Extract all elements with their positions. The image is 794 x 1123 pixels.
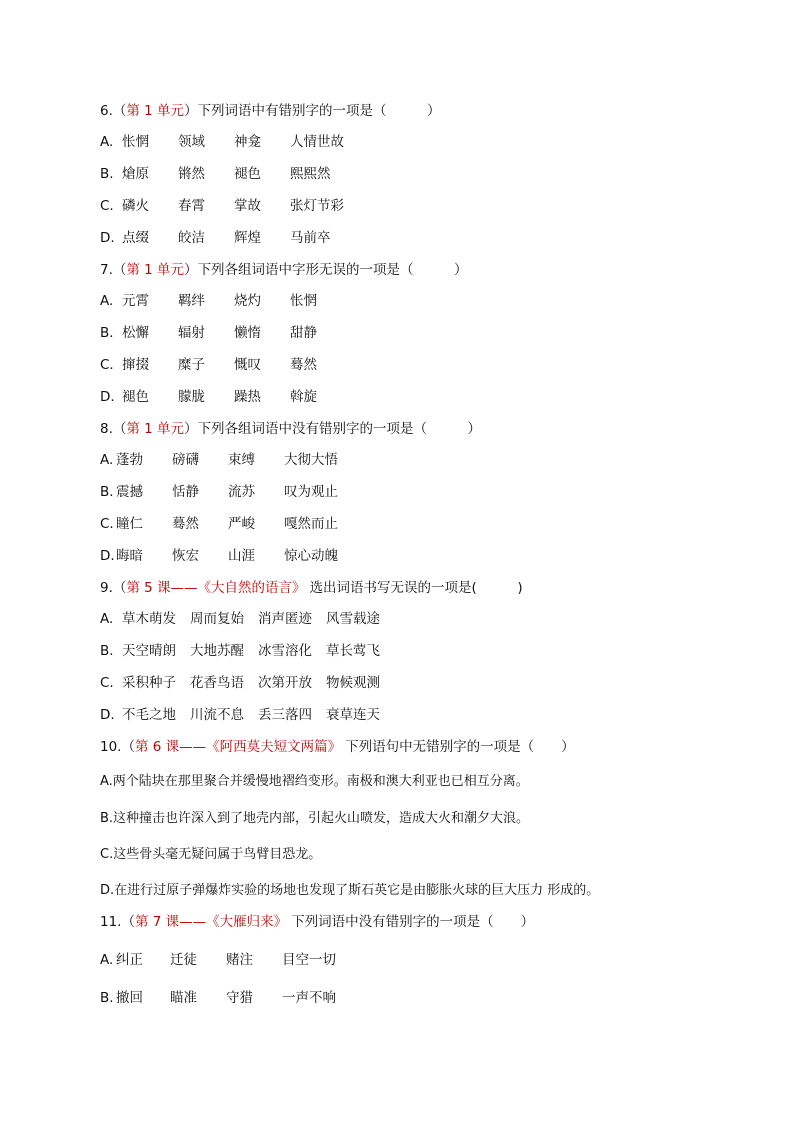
option-word: 熗原 bbox=[122, 166, 149, 182]
option-word: 衰草连天 bbox=[326, 707, 380, 723]
bracket-open: （ bbox=[121, 914, 135, 930]
question-text: 选出词语书写无误的一项是( ) bbox=[309, 580, 523, 596]
option-word: 严峻 bbox=[228, 516, 255, 532]
option-row bbox=[100, 674, 380, 692]
option-word: 锵然 bbox=[178, 166, 205, 182]
option-word: 怅惘 bbox=[122, 134, 149, 150]
option-label: B. bbox=[100, 990, 114, 1006]
option-label: C. bbox=[100, 357, 114, 373]
option-word: 恢宏 bbox=[172, 548, 199, 564]
question-6-stem bbox=[100, 102, 441, 120]
option-word: 纠正 bbox=[116, 952, 143, 968]
option-label: A. bbox=[100, 611, 114, 627]
question-source-tag: 第 7 课——《大雁归来》 bbox=[134, 914, 288, 930]
option-word: 撺掇 bbox=[122, 357, 149, 373]
option-word: 天空晴朗 bbox=[122, 643, 176, 659]
option-word: 采积种子 bbox=[122, 675, 176, 691]
option-word: 大地苏醒 bbox=[190, 643, 244, 659]
option-word: 斡旋 bbox=[290, 389, 317, 405]
sentence-option-d: D.在进行过原子弹爆炸实验的场地也发现了斯石英它是由膨胀火球的巨大压力 形成的。 bbox=[100, 883, 600, 898]
question-number: 8. bbox=[100, 421, 113, 437]
question-number: 6. bbox=[100, 103, 113, 119]
option-word: 慨叹 bbox=[234, 357, 261, 373]
option-word: 人情世故 bbox=[290, 134, 344, 150]
bracket-open: （ bbox=[112, 262, 127, 278]
option-row bbox=[100, 356, 317, 374]
option-row bbox=[100, 483, 338, 501]
option-word: 春霄 bbox=[178, 198, 205, 214]
option-word: 周而复始 bbox=[190, 611, 244, 627]
option-label: C. bbox=[100, 675, 114, 691]
option-word: 躁热 bbox=[234, 389, 261, 405]
bracket-open: （ bbox=[112, 580, 127, 596]
option-row bbox=[100, 133, 344, 151]
option-word: 皎洁 bbox=[178, 230, 205, 246]
sentence-option-c: C.这些骨头毫无疑问属于鸟臂目恐龙。 bbox=[100, 847, 322, 862]
question-source-tag: 第 5 课——《大自然的语言》 bbox=[126, 580, 306, 596]
option-word: 物候观测 bbox=[326, 675, 380, 691]
question-text: 下列词语中没有错别字的一项是（ ） bbox=[291, 914, 535, 930]
question-text: 下列语句中无错别字的一项是（ ） bbox=[345, 739, 575, 755]
option-word: 甜静 bbox=[290, 325, 317, 341]
bracket-close: ） bbox=[184, 103, 198, 119]
option-word: 熙熙然 bbox=[290, 166, 331, 182]
question-source-tag: 第 1 单元 bbox=[126, 262, 185, 278]
option-word: 山涯 bbox=[228, 548, 255, 564]
question-text: 下列各组词语中字形无误的一项是（ ） bbox=[197, 262, 468, 278]
option-word: 次第开放 bbox=[258, 675, 312, 691]
option-word: 羁绊 bbox=[178, 293, 205, 309]
option-word: 张灯节彩 bbox=[290, 198, 344, 214]
option-word: 褪色 bbox=[122, 389, 149, 405]
option-word: 恬静 bbox=[172, 484, 199, 500]
option-label: D. bbox=[100, 230, 115, 246]
option-word: 烧灼 bbox=[234, 293, 261, 309]
option-word: 震撼 bbox=[116, 484, 143, 500]
option-word: 束缚 bbox=[228, 452, 255, 468]
bracket-close: ） bbox=[184, 262, 198, 278]
option-word: 点缀 bbox=[122, 230, 149, 246]
question-source-tag: 第 1 单元 bbox=[126, 103, 185, 119]
bracket-open: （ bbox=[112, 421, 127, 437]
option-word: 丢三落四 bbox=[258, 707, 312, 723]
option-word: 瞳仁 bbox=[116, 516, 143, 532]
question-9-stem bbox=[100, 579, 523, 597]
option-row bbox=[100, 165, 331, 183]
option-word: 怅惘 bbox=[290, 293, 317, 309]
option-label: D. bbox=[100, 707, 115, 723]
option-word: 草长莺飞 bbox=[326, 643, 380, 659]
bracket-open: （ bbox=[121, 739, 135, 755]
option-word: 赌注 bbox=[226, 952, 253, 968]
bracket-open: （ bbox=[112, 103, 127, 119]
bracket-close: ） bbox=[184, 421, 198, 437]
option-word: 朦胧 bbox=[178, 389, 205, 405]
option-label: D. bbox=[100, 389, 115, 405]
option-word: 一声不响 bbox=[282, 990, 336, 1006]
option-word: 元霄 bbox=[122, 293, 149, 309]
question-10-stem bbox=[100, 738, 575, 756]
option-row bbox=[100, 547, 338, 565]
option-word: 草木萌发 bbox=[122, 611, 176, 627]
option-word: 惊心动魄 bbox=[284, 548, 338, 564]
option-word: 褪色 bbox=[234, 166, 261, 182]
option-word: 蓦然 bbox=[290, 357, 317, 373]
question-number: 10. bbox=[100, 739, 122, 755]
option-word: 冰雪溶化 bbox=[258, 643, 312, 659]
option-label: A. bbox=[100, 293, 114, 309]
option-word: 花香鸟语 bbox=[190, 675, 244, 691]
option-row bbox=[100, 197, 344, 215]
question-text: 下列词语中有错别字的一项是（ ） bbox=[197, 103, 441, 119]
option-row bbox=[100, 292, 317, 310]
option-word: 大彻大悟 bbox=[284, 452, 338, 468]
option-word: 磅礴 bbox=[172, 452, 199, 468]
option-label: A. bbox=[100, 134, 114, 150]
option-word: 辉煌 bbox=[234, 230, 261, 246]
option-word: 懒惰 bbox=[234, 325, 261, 341]
sentence-option-a: A.两个陆块在那里聚合并缓慢地褶绉变形。南极和澳大利亚也已相互分离。 bbox=[100, 774, 529, 789]
option-row bbox=[100, 324, 317, 342]
option-word: 掌故 bbox=[234, 198, 261, 214]
option-row bbox=[100, 388, 317, 406]
option-row bbox=[100, 642, 380, 660]
option-label: B. bbox=[100, 484, 114, 500]
option-word: 糜子 bbox=[178, 357, 205, 373]
option-word: 风雪载途 bbox=[326, 611, 380, 627]
question-source-tag: 第 1 单元 bbox=[126, 421, 185, 437]
option-row bbox=[100, 989, 336, 1007]
option-word: 不毛之地 bbox=[122, 707, 176, 723]
option-word: 领域 bbox=[178, 134, 205, 150]
question-number: 9. bbox=[100, 580, 113, 596]
option-word: 辐射 bbox=[178, 325, 205, 341]
option-label: C. bbox=[100, 516, 114, 532]
question-source-tag: 第 6 课——《阿西莫夫短文两篇》 bbox=[134, 739, 342, 755]
question-number: 7. bbox=[100, 262, 113, 278]
option-word: 嘎然而止 bbox=[284, 516, 338, 532]
option-word: 消声匿迹 bbox=[258, 611, 312, 627]
option-word: 神龛 bbox=[234, 134, 261, 150]
option-word: 流苏 bbox=[228, 484, 255, 500]
sentence-option-b: B.这种撞击也许深入到了地壳内部，引起火山喷发，造成大火和潮夕大浪。 bbox=[100, 811, 530, 826]
option-word: 磷火 bbox=[122, 198, 149, 214]
option-word: 蓬勃 bbox=[116, 452, 143, 468]
option-label: D. bbox=[100, 548, 115, 564]
question-number: 11. bbox=[100, 914, 122, 930]
question-8-stem bbox=[100, 420, 481, 438]
option-label: C. bbox=[100, 198, 114, 214]
option-word: 守猎 bbox=[226, 990, 253, 1006]
option-label: A. bbox=[100, 452, 114, 468]
option-word: 川流不息 bbox=[190, 707, 244, 723]
option-label: B. bbox=[100, 325, 114, 341]
option-label: B. bbox=[100, 166, 114, 182]
option-word: 松懈 bbox=[122, 325, 149, 341]
option-row bbox=[100, 451, 338, 469]
option-word: 叹为观止 bbox=[284, 484, 338, 500]
option-row bbox=[100, 706, 380, 724]
option-word: 迁徒 bbox=[170, 952, 197, 968]
option-label: B. bbox=[100, 643, 114, 659]
option-row bbox=[100, 515, 338, 533]
question-7-stem bbox=[100, 261, 468, 279]
option-word: 目空一切 bbox=[282, 952, 336, 968]
question-11-stem bbox=[100, 913, 534, 931]
option-word: 马前卒 bbox=[290, 230, 331, 246]
question-text: 下列各组词语中没有错别字的一项是（ ） bbox=[197, 421, 482, 437]
option-word: 晦暗 bbox=[116, 548, 143, 564]
option-label: A. bbox=[100, 952, 114, 968]
option-row bbox=[100, 610, 380, 628]
option-row bbox=[100, 229, 331, 247]
option-word: 蓦然 bbox=[172, 516, 199, 532]
option-row bbox=[100, 951, 336, 969]
option-word: 瞄准 bbox=[170, 990, 197, 1006]
option-word: 撤回 bbox=[116, 990, 143, 1006]
